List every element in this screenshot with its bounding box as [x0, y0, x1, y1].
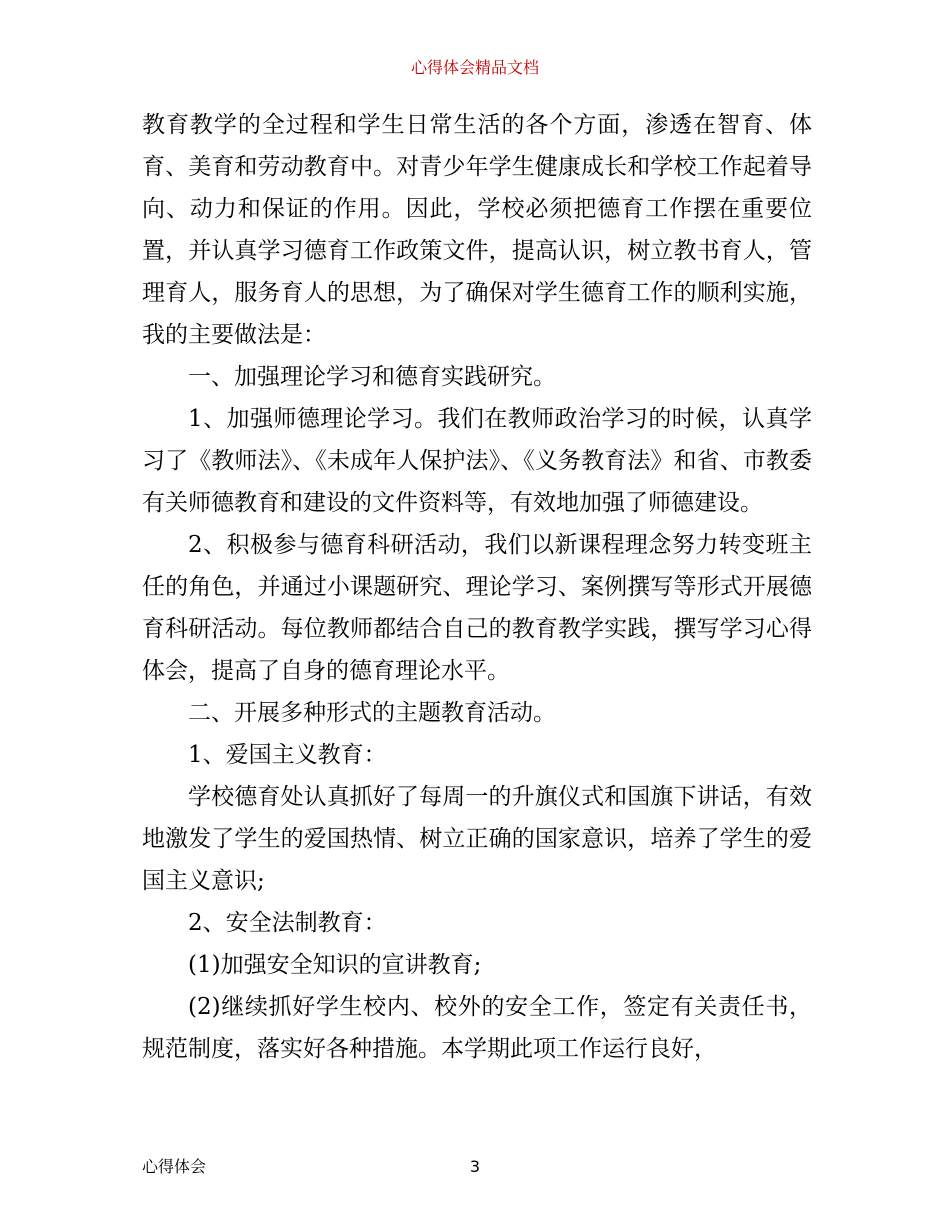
- list-item: (1)加强安全知识的宣讲教育;: [188, 952, 482, 978]
- paragraph: 教育教学的全过程和学生日常生活的各个方面，渗透在智育、体育、美育和劳动教育中。对青少年学生健康成长和学校工作起着导向、动力和保证的作用。因此，学校必须把德育工作摆在重要位置，并认真学习德育工作政策文件，提高认识，树立教书育人，管理育人，服务育人的思想，为了确保对学生德育工作的顺利实施，我的主要做法是：: [142, 112, 812, 348]
- subsection-heading: 1、爱国主义教育：: [188, 742, 387, 768]
- page-number: 3: [469, 1157, 481, 1176]
- page-header: 心得体会精品文档: [410, 58, 539, 77]
- section-heading: 二、开展多种形式的主题教育活动。: [188, 700, 556, 726]
- paragraph: 1、加强师德理论学习。我们在教师政治学习的时候，认真学习了《教师法》、《未成年人保护法》、《义务教育法》和省、市教委有关师德教育和建设的文件资料等，有效地加强了师德建设。: [142, 406, 812, 516]
- subsection-heading: 2、安全法制教育：: [188, 910, 387, 936]
- paragraph: 2、积极参与德育科研活动，我们以新课程理念努力转变班主任的角色，并通过小课题研究、理论学习、案例撰写等形式开展德育科研活动。每位教师都结合自己的教育教学实践，撰写学习心得体会，提高了自身的德育理论水平。: [142, 532, 812, 684]
- section-heading: 一、加强理论学习和德育实践研究。: [188, 364, 556, 390]
- paragraph: 学校德育处认真抓好了每周一的升旗仪式和国旗下讲话，有效地激发了学生的爱国热情、树立正确的国家意识，培养了学生的爱国主义意识;: [142, 784, 812, 894]
- document-body: [142, 104, 812, 1070]
- list-item: (2)继续抓好学生校内、校外的安全工作，签定有关责任书，规范制度，落实好各种措施。本学期此项工作运行良好，: [142, 994, 812, 1062]
- footer-label: 心得体会: [142, 1157, 207, 1176]
